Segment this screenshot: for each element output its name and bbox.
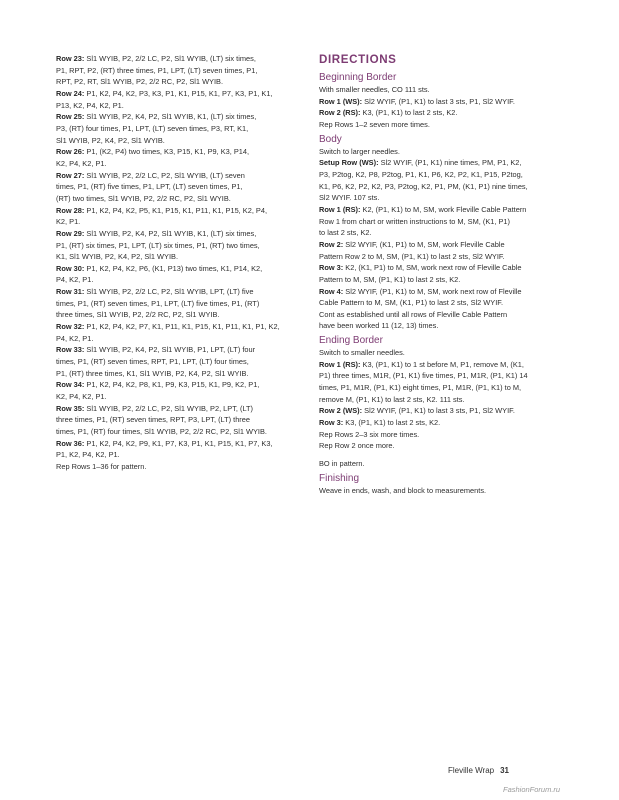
- row-label: Setup Row (WS):: [319, 158, 379, 168]
- instruction-text: P1, (RT) six times, P1, LPT, (LT) six times, P1, (RT) two times,: [56, 240, 260, 250]
- direction-line: [319, 309, 567, 321]
- pattern-row-line: [56, 88, 304, 100]
- direction-line: [319, 394, 567, 406]
- instruction-text: Cont as established until all rows of Fleville Cable Pattern: [319, 309, 508, 319]
- row-label: Row 29:: [56, 228, 85, 238]
- instruction-text: K2, P1.: [56, 217, 81, 227]
- direction-line: [319, 169, 567, 181]
- direction-line: [319, 274, 567, 286]
- instruction-text: Rep Row 2 once more.: [319, 441, 395, 451]
- pattern-row-line: [56, 146, 304, 158]
- instruction-text: P1, RPT, P2, (RT) three times, P1, LPT, (LT) seven times, P1,: [56, 65, 258, 75]
- section-heading: Beginning Border: [319, 72, 397, 83]
- pattern-row-line: [56, 379, 304, 391]
- pattern-row-line: [56, 403, 304, 415]
- direction-line: [319, 370, 567, 382]
- instruction-text: have been worked 11 (12, 13) times.: [319, 321, 439, 331]
- direction-line: [319, 297, 567, 309]
- row-label: Row 23:: [56, 54, 85, 63]
- instruction-text: remove M, (P1, K1) to last 2 sts, K2. 111 sts.: [319, 394, 465, 404]
- pattern-row-line: [56, 356, 304, 368]
- row-label: Row 32:: [56, 322, 85, 332]
- pattern-row-line: [56, 53, 304, 65]
- instruction-text: times, P1, (RT) five times, P1, LPT, (LT) seven times, P1,: [56, 182, 243, 192]
- directions-sections: [319, 71, 567, 496]
- row-label: Row 1 (WS):: [319, 96, 363, 106]
- section-heading: Body: [319, 133, 342, 145]
- direction-line: [319, 192, 567, 204]
- row-label: Row 2 (RS):: [319, 108, 361, 118]
- pattern-row-line: [56, 76, 304, 88]
- row-label: Row 34:: [56, 380, 85, 390]
- direction-line: [319, 216, 567, 228]
- instruction-text: Sl2 WYIF, (P1, K1) to last 3 sts, P1, Sl2 WYIF.: [362, 96, 515, 106]
- pattern-row-line: [56, 158, 304, 170]
- instruction-text: P1, (K2, P4) two times, K3, P15, K1, P9, K3, P14,: [84, 147, 250, 157]
- pattern-row-line: [56, 170, 304, 182]
- direction-line: [319, 181, 567, 193]
- pattern-row-line: [56, 426, 304, 438]
- pattern-row-line: [56, 65, 304, 77]
- instruction-text: K1, Sl1 WYIB, P2, K4, P2, Sl1 WYIB.: [56, 252, 178, 262]
- instruction-text: Sl2 WYIF, (K1, P1) to M, SM, work Fleville Cable: [343, 239, 505, 249]
- instruction-text: K1, P6, K2, P2, K2, P3, P2tog, K2, P1, PM, (K1, P1) nine times,: [319, 181, 528, 191]
- direction-line: [319, 382, 567, 394]
- instruction-text: Cable Pattern to M, SM, (K1, P1) to last 2 sts, Sl2 WYIF.: [319, 298, 504, 308]
- instruction-text: P3, (RT) four times, P1, LPT, (LT) seven times, P3, RT, K1,: [56, 123, 249, 133]
- row-label: Row 24:: [56, 88, 85, 98]
- pattern-row-line: [56, 193, 304, 205]
- pattern-row-line: [56, 181, 304, 193]
- direction-line: [319, 251, 567, 263]
- directions-title: DIRECTIONS: [319, 53, 397, 66]
- instruction-text: P13, K2, P4, K2, P1.: [56, 100, 124, 110]
- row-label: Row 1 (RS):: [319, 359, 361, 369]
- instruction-text: P1, K2, P4, K2, P1.: [56, 450, 120, 460]
- direction-line: [319, 84, 567, 96]
- instruction-text: times, P1, (RT) four times, Sl1 WYIB, P2, 2/2 RC, P2, Sl1 WYIB.: [56, 427, 267, 436]
- section-heading: Finishing: [319, 472, 360, 484]
- pattern-row-line: [56, 391, 304, 403]
- instruction-text: P1, K2, P4, K2, P6, (K1, P13) two times, K1, P14, K2,: [84, 263, 263, 273]
- direction-line: [319, 440, 567, 452]
- pattern-row-line: [56, 344, 304, 356]
- direction-line: [319, 485, 567, 497]
- instruction-text: Switch to smaller needles.: [319, 348, 405, 358]
- pattern-row-line: [56, 321, 304, 333]
- pattern-row-line: [56, 414, 304, 426]
- row-label: Row 31:: [56, 287, 85, 297]
- direction-line: [319, 286, 567, 298]
- direction-line: [319, 146, 567, 158]
- pattern-row-line: [56, 263, 304, 275]
- pattern-row-line: [56, 205, 304, 217]
- instruction-text: Sl2 WYIF, (P1, K1) to M, SM, work next row of Fleville: [343, 286, 522, 296]
- directions-column: [319, 53, 567, 496]
- pattern-row-line: [56, 333, 304, 345]
- pattern-row-line: [56, 286, 304, 298]
- instruction-text: Sl2 WYIF, (P1, K1) to last 3 sts, P1, Sl2 WYIF.: [362, 406, 515, 416]
- row-label: Row 35:: [56, 403, 85, 413]
- pattern-row-line: [56, 123, 304, 135]
- instruction-text: RPT, P2, RT, Sl1 WYIB, P2, 2/2 RC, P2, Sl1 WYIB.: [56, 77, 224, 87]
- row-label: Row 33:: [56, 345, 85, 355]
- instruction-text: P1, (RT) three times, K1, Sl1 WYIB, P2, K4, P2, Sl1 WYIB.: [56, 368, 249, 378]
- direction-line: [319, 204, 567, 216]
- pattern-row-line: [56, 111, 304, 123]
- instruction-text: P4, K2, P1.: [56, 333, 94, 343]
- footer-pattern-name: Fleville Wrap: [448, 766, 495, 775]
- instruction-text: Sl1 WYIB, P2, K4, P2, Sl1 WYIB, P1, LPT, (LT) four: [84, 345, 256, 355]
- instruction-text: With smaller needles, CO 111 sts.: [319, 85, 430, 94]
- instruction-text: Sl1 WYIB, P2, K4, P2, Sl1 WYIB, K1, (LT) six times,: [84, 112, 257, 122]
- pattern-row-line: [56, 298, 304, 310]
- instruction-text: Rep Rows 1–36 for pattern.: [56, 461, 147, 471]
- instruction-text: Rep Rows 1–2 seven more times.: [319, 119, 430, 129]
- instruction-text: Sl2 WYIF, (P1, K1) nine times, PM, P1, K2,: [378, 158, 522, 168]
- instruction-text: P3, P2tog, K2, P8, P2tog, P1, K1, P6, K2, P2, K1, P15, P2tog,: [319, 169, 523, 179]
- instruction-text: Sl2 WYIF. 107 sts.: [319, 193, 380, 203]
- instruction-text: Sl1 WYIB, P2, 2/2 LC, P2, Sl1 WYIB, (LT) six times,: [84, 54, 256, 63]
- row-label: Row 25:: [56, 112, 85, 122]
- instruction-text: BO in pattern.: [319, 459, 365, 469]
- direction-line: [319, 239, 567, 251]
- pattern-row-line: [56, 368, 304, 380]
- instruction-text: P1, K2, P4, K2, P8, K1, P9, K3, P15, K1, P9, K2, P1,: [84, 380, 260, 390]
- instruction-text: Rep Rows 2–3 six more times.: [319, 429, 420, 439]
- instruction-text: P1, K2, P4, K2, P9, K1, P7, K3, P1, K1, P15, K1, P7, K3,: [84, 438, 273, 448]
- instruction-text: to last 2 sts, K2.: [319, 228, 372, 238]
- direction-line: [319, 320, 567, 332]
- row-label: Row 30:: [56, 263, 85, 273]
- instruction-text: Sl1 WYIB, P2, 2/2 LC, P2, Sl1 WYIB, LPT, (LT) five: [84, 287, 254, 297]
- instruction-text: three times, P1, (RT) seven times, RPT, P3, LPT, (LT) three: [56, 415, 250, 425]
- instruction-text: P1) three times, M1R, (P1, K1) five times, P1, M1R, (P1, K1) 14: [319, 371, 528, 381]
- instruction-text: Switch to larger needles.: [319, 146, 400, 156]
- direction-line: [319, 157, 567, 169]
- pattern-row-line: [56, 100, 304, 112]
- instruction-text: Pattern to M, SM, (P1, K1) to last 2 sts, K2.: [319, 274, 461, 284]
- direction-line: [319, 359, 567, 371]
- pattern-row-line: [56, 135, 304, 147]
- instruction-text: Sl1 WYIB, P2, K4, P2, Sl1 WYIB, K1, (LT) six times,: [84, 228, 257, 238]
- pattern-row-line: [56, 274, 304, 286]
- instruction-text: K2, (P1, K1) to M, SM, work Fleville Cable Pattern: [360, 204, 527, 214]
- page-footer: [448, 766, 509, 776]
- pattern-row-line: [56, 216, 304, 228]
- pattern-rows-column: [56, 53, 304, 473]
- instruction-text: times, P1, (RT) seven times, P1, LPT, (LT) five times, P1, (RT): [56, 298, 260, 308]
- instruction-text: P1, K2, P4, K2, P3, K3, P1, K1, P15, K1, P7, K3, P1, K1,: [84, 88, 273, 98]
- page-number: 31: [500, 766, 509, 775]
- instruction-text: Pattern Row 2 to M, SM, (P1, K1) to last 2 sts, Sl2 WYIF.: [319, 251, 505, 261]
- pattern-row-line: [56, 438, 304, 450]
- row-label: Row 2 (WS):: [319, 406, 363, 416]
- instruction-text: three times, Sl1 WYIB, P2, 2/2 RC, P2, Sl1 WYIB.: [56, 310, 220, 320]
- row-label: Row 1 (RS):: [319, 204, 361, 214]
- pattern-row-line: [56, 309, 304, 321]
- direction-line: [319, 405, 567, 417]
- instruction-text: Weave in ends, wash, and block to measurements.: [319, 485, 487, 495]
- pattern-row-line: [56, 251, 304, 263]
- direction-line: [319, 347, 567, 359]
- instruction-text: Sl1 WYIB, P2, 2/2 LC, P2, Sl1 WYIB, P2, LPT, (LT): [84, 403, 254, 413]
- direction-line: [319, 429, 567, 441]
- instruction-text: Row 1 from chart or written instructions to M, SM, (K1, P1): [319, 216, 510, 226]
- row-label: Row 2:: [319, 239, 344, 249]
- direction-line: [319, 119, 567, 131]
- instruction-text: times, P1, (RT) seven times, RPT, P1, LPT, (LT) four times,: [56, 357, 249, 367]
- instruction-text: K3, (P1, K1) to last 2 sts, K2.: [360, 108, 458, 118]
- row-label: Row 28:: [56, 205, 85, 215]
- pattern-row-line: [56, 228, 304, 240]
- instruction-text: K2, P4, K2, P1.: [56, 158, 107, 168]
- direction-line: [319, 227, 567, 239]
- row-label: Row 27:: [56, 170, 85, 180]
- direction-line: [319, 107, 567, 119]
- instruction-text: times, P1, M1R, (P1, K1) eight times, P1, M1R, (P1, K1) to M,: [319, 383, 522, 393]
- instruction-text: K2, P4, K2, P1.: [56, 392, 107, 402]
- instruction-text: K3, (P1, K1) to 1 st before M, P1, remove M, (K1,: [360, 359, 524, 369]
- direction-line: [319, 458, 567, 470]
- instruction-text: K3, (P1, K1) to last 2 sts, K2.: [343, 418, 441, 428]
- row-label: Row 3:: [319, 418, 344, 428]
- row-label: Row 3:: [319, 263, 344, 273]
- instruction-text: Sl1 WYIB, P2, 2/2 LC, P2, Sl1 WYIB, (LT) seven: [84, 170, 245, 180]
- row-label: Row 36:: [56, 438, 85, 448]
- instruction-text: K2, (K1, P1) to M, SM, work next row of Fleville Cable: [343, 263, 522, 273]
- row-label: Row 26:: [56, 147, 85, 157]
- pattern-row-line: [56, 240, 304, 252]
- pattern-row-line: [56, 449, 304, 461]
- pattern-row-line: [56, 461, 304, 473]
- instruction-text: P1, K2, P4, K2, P5, K1, P15, K1, P11, K1, P15, K2, P4,: [84, 205, 268, 215]
- direction-line: [319, 417, 567, 429]
- watermark: FashionForum.ru: [503, 785, 561, 794]
- direction-line: [319, 96, 567, 108]
- instruction-text: Sl1 WYIB, P2, K4, P2, Sl1 WYIB.: [56, 135, 165, 145]
- instruction-text: (RT) two times, Sl1 WYIB, P2, 2/2 RC, P2, Sl1 WYIB.: [56, 193, 231, 203]
- row-label: Row 4:: [319, 286, 344, 296]
- instruction-text: P1, K2, P4, K2, P7, K1, P11, K1, P15, K1, P11, K1, P1, K2,: [84, 322, 280, 332]
- instruction-text: P4, K2, P1.: [56, 275, 94, 285]
- direction-line: [319, 262, 567, 274]
- section-heading: Ending Border: [319, 335, 383, 347]
